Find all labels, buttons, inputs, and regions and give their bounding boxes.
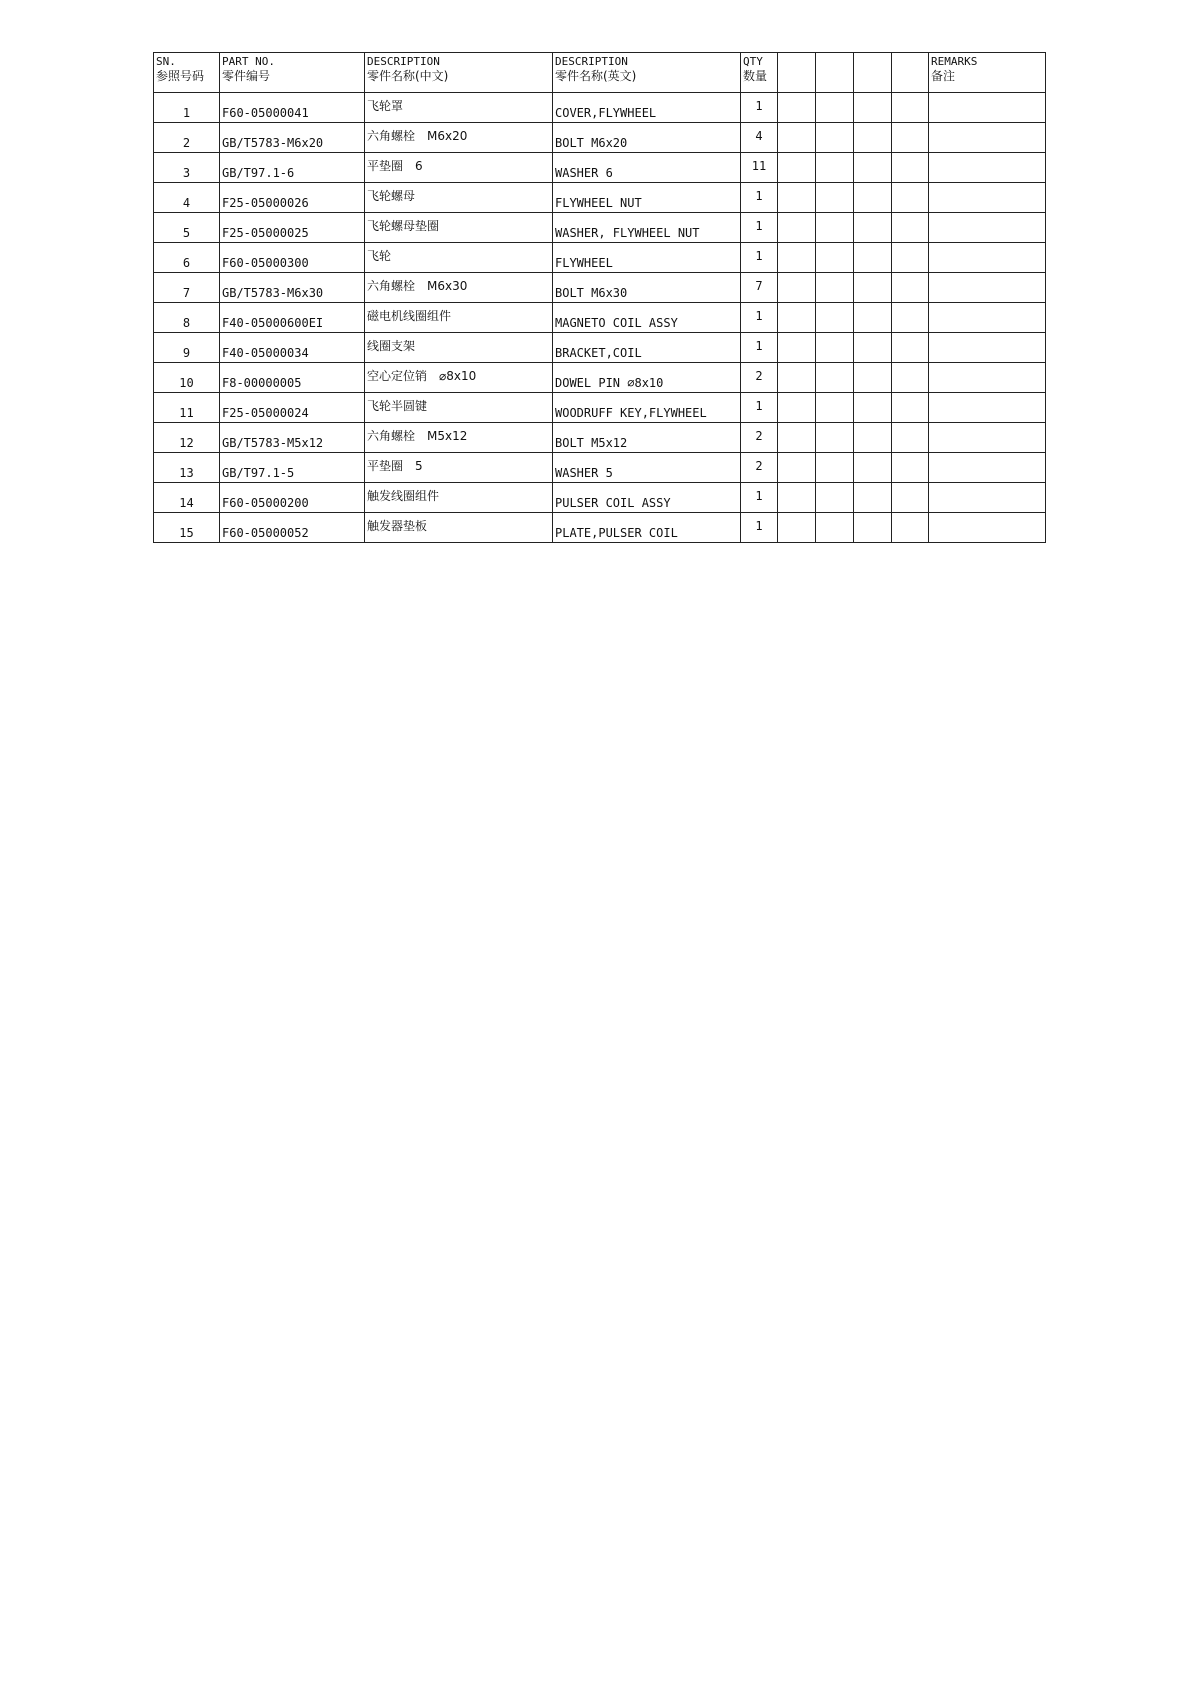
cell-remarks [929,183,1046,213]
cell-qty: 1 [741,243,778,273]
cell-qty: 1 [741,393,778,423]
cell-desc-cn: 磁电机线圈组件 [365,303,553,333]
cell-part-no: F60-05000300 [220,243,365,273]
cell-remarks [929,393,1046,423]
cell-desc-cn: 平垫圈 6 [365,153,553,183]
header-part-no [220,53,365,93]
cell-sn: 1 [154,93,220,123]
cell-blank-4 [892,363,929,393]
cell-desc-en: BOLT M6x30 [553,273,741,303]
cell-part-no: GB/T5783-M6x30 [220,273,365,303]
cell-blank-2 [816,303,854,333]
cell-blank-4 [892,333,929,363]
cell-desc-en: WASHER, FLYWHEEL NUT [553,213,741,243]
header-desc-en-zh: 零件名称(英文) [555,69,637,83]
cell-qty: 1 [741,93,778,123]
cell-blank-3 [854,393,892,423]
cell-desc-en: BRACKET,COIL [553,333,741,363]
cell-desc-cn: 六角螺栓 M6x20 [365,123,553,153]
cell-part-no: F25-05000024 [220,393,365,423]
cell-part-no: F40-05000034 [220,333,365,363]
cell-qty: 11 [741,153,778,183]
header-desc-en-en: DESCRIPTION [555,55,628,68]
cell-blank-4 [892,153,929,183]
cell-blank-4 [892,513,929,543]
header-desc-en [553,53,741,93]
table-row [154,153,1046,183]
cell-desc-en: COVER,FLYWHEEL [553,93,741,123]
cell-remarks [929,453,1046,483]
cell-desc-cn: 六角螺栓 M5x12 [365,423,553,453]
cell-remarks [929,303,1046,333]
cell-qty: 4 [741,123,778,153]
cell-remarks [929,153,1046,183]
cell-blank-2 [816,213,854,243]
header-blank-4 [892,53,929,93]
cell-blank-1 [778,243,816,273]
cell-blank-1 [778,273,816,303]
cell-blank-1 [778,153,816,183]
cell-sn: 3 [154,153,220,183]
cell-desc-en: DOWEL PIN ⌀8x10 [553,363,741,393]
cell-blank-3 [854,513,892,543]
cell-blank-1 [778,93,816,123]
cell-desc-en: WASHER 5 [553,453,741,483]
cell-qty: 1 [741,213,778,243]
cell-qty: 1 [741,513,778,543]
cell-sn: 2 [154,123,220,153]
header-remarks-zh: 备注 [931,69,956,83]
cell-sn: 4 [154,183,220,213]
cell-blank-1 [778,333,816,363]
header-row [154,53,1046,93]
cell-desc-en: WASHER 6 [553,153,741,183]
cell-sn: 5 [154,213,220,243]
cell-blank-4 [892,303,929,333]
cell-desc-cn: 飞轮半圆键 [365,393,553,423]
cell-desc-en: WOODRUFF KEY,FLYWHEEL [553,393,741,423]
header-desc-cn [365,53,553,93]
cell-qty: 1 [741,333,778,363]
table-row [154,243,1046,273]
table-body [154,93,1046,543]
cell-sn: 15 [154,513,220,543]
cell-blank-3 [854,93,892,123]
cell-blank-3 [854,333,892,363]
table-row [154,93,1046,123]
cell-blank-3 [854,273,892,303]
header-part-no-en: PART NO. [222,55,275,68]
cell-desc-en: FLYWHEEL NUT [553,183,741,213]
cell-qty: 2 [741,423,778,453]
cell-blank-1 [778,363,816,393]
cell-part-no: F60-05000200 [220,483,365,513]
cell-qty: 1 [741,183,778,213]
table-row [154,363,1046,393]
table-row [154,183,1046,213]
cell-blank-2 [816,123,854,153]
cell-blank-3 [854,153,892,183]
cell-remarks [929,513,1046,543]
cell-blank-1 [778,123,816,153]
cell-blank-1 [778,513,816,543]
cell-desc-cn: 飞轮螺母 [365,183,553,213]
cell-remarks [929,93,1046,123]
cell-blank-3 [854,213,892,243]
cell-blank-2 [816,513,854,543]
header-blank-2 [816,53,854,93]
table-row [154,393,1046,423]
cell-blank-2 [816,273,854,303]
cell-blank-1 [778,183,816,213]
header-sn-zh: 参照号码 [156,69,205,83]
cell-desc-cn: 线圈支架 [365,333,553,363]
cell-sn: 8 [154,303,220,333]
cell-part-no: GB/T5783-M6x20 [220,123,365,153]
cell-remarks [929,363,1046,393]
cell-part-no: F60-05000052 [220,513,365,543]
cell-qty: 2 [741,363,778,393]
cell-desc-en: BOLT M6x20 [553,123,741,153]
cell-blank-3 [854,483,892,513]
parts-list-table [153,52,1046,543]
cell-blank-4 [892,183,929,213]
cell-desc-cn: 触发器垫板 [365,513,553,543]
cell-blank-4 [892,423,929,453]
cell-part-no: F25-05000026 [220,183,365,213]
cell-part-no: GB/T97.1-6 [220,153,365,183]
cell-desc-cn: 飞轮螺母垫圈 [365,213,553,243]
cell-desc-en: PULSER COIL ASSY [553,483,741,513]
cell-qty: 1 [741,303,778,333]
cell-desc-en: FLYWHEEL [553,243,741,273]
cell-desc-cn: 空心定位销 ⌀8x10 [365,363,553,393]
cell-desc-cn: 六角螺栓 M6x30 [365,273,553,303]
cell-blank-2 [816,423,854,453]
header-remarks-en: REMARKS [931,55,978,68]
cell-blank-1 [778,393,816,423]
cell-sn: 12 [154,423,220,453]
cell-blank-3 [854,453,892,483]
cell-sn: 10 [154,363,220,393]
header-blank-1 [778,53,816,93]
table-row [154,333,1046,363]
header-blank-3 [854,53,892,93]
cell-blank-3 [854,183,892,213]
cell-part-no: GB/T5783-M5x12 [220,423,365,453]
cell-desc-cn: 平垫圈 5 [365,453,553,483]
cell-qty: 1 [741,483,778,513]
cell-desc-cn: 飞轮罩 [365,93,553,123]
cell-sn: 11 [154,393,220,423]
cell-blank-4 [892,393,929,423]
cell-sn: 13 [154,453,220,483]
header-desc-cn-zh: 零件名称(中文) [367,69,449,83]
cell-part-no: F60-05000041 [220,93,365,123]
header-part-no-zh: 零件编号 [222,69,271,83]
cell-blank-2 [816,183,854,213]
header-qty-en: QTY [743,55,763,68]
cell-desc-en: MAGNETO COIL ASSY [553,303,741,333]
cell-desc-en: PLATE,PULSER COIL [553,513,741,543]
cell-blank-1 [778,453,816,483]
cell-blank-4 [892,123,929,153]
table-header [154,53,1046,93]
cell-desc-cn: 飞轮 [365,243,553,273]
header-desc-cn-en: DESCRIPTION [367,55,440,68]
cell-part-no: F25-05000025 [220,213,365,243]
cell-qty: 2 [741,453,778,483]
cell-sn: 14 [154,483,220,513]
cell-blank-4 [892,453,929,483]
cell-blank-3 [854,363,892,393]
cell-blank-4 [892,273,929,303]
cell-blank-2 [816,393,854,423]
header-sn [154,53,220,93]
cell-blank-3 [854,423,892,453]
cell-blank-4 [892,243,929,273]
table-row [154,213,1046,243]
table-row [154,123,1046,153]
cell-blank-2 [816,243,854,273]
cell-blank-4 [892,93,929,123]
cell-part-no: F8-00000005 [220,363,365,393]
cell-remarks [929,243,1046,273]
table-row [154,513,1046,543]
cell-blank-2 [816,93,854,123]
cell-blank-2 [816,453,854,483]
cell-blank-2 [816,153,854,183]
cell-blank-3 [854,123,892,153]
header-qty [741,53,778,93]
cell-blank-3 [854,303,892,333]
cell-blank-1 [778,213,816,243]
table-row [154,303,1046,333]
cell-blank-3 [854,243,892,273]
cell-sn: 6 [154,243,220,273]
cell-remarks [929,423,1046,453]
cell-part-no: GB/T97.1-5 [220,453,365,483]
cell-blank-1 [778,423,816,453]
cell-blank-4 [892,483,929,513]
cell-sn: 9 [154,333,220,363]
cell-remarks [929,213,1046,243]
header-sn-en: SN. [156,55,176,68]
table-row [154,453,1046,483]
cell-qty: 7 [741,273,778,303]
cell-remarks [929,333,1046,363]
table-row [154,483,1046,513]
cell-blank-2 [816,483,854,513]
table-row [154,273,1046,303]
cell-desc-cn: 触发线圈组件 [365,483,553,513]
cell-part-no: F40-05000600EI [220,303,365,333]
cell-blank-1 [778,303,816,333]
cell-remarks [929,273,1046,303]
cell-blank-2 [816,333,854,363]
cell-desc-en: BOLT M5x12 [553,423,741,453]
header-qty-zh: 数量 [743,69,768,83]
cell-remarks [929,123,1046,153]
cell-sn: 7 [154,273,220,303]
table-row [154,423,1046,453]
cell-blank-2 [816,363,854,393]
cell-blank-4 [892,213,929,243]
header-remarks [929,53,1046,93]
cell-blank-1 [778,483,816,513]
cell-remarks [929,483,1046,513]
